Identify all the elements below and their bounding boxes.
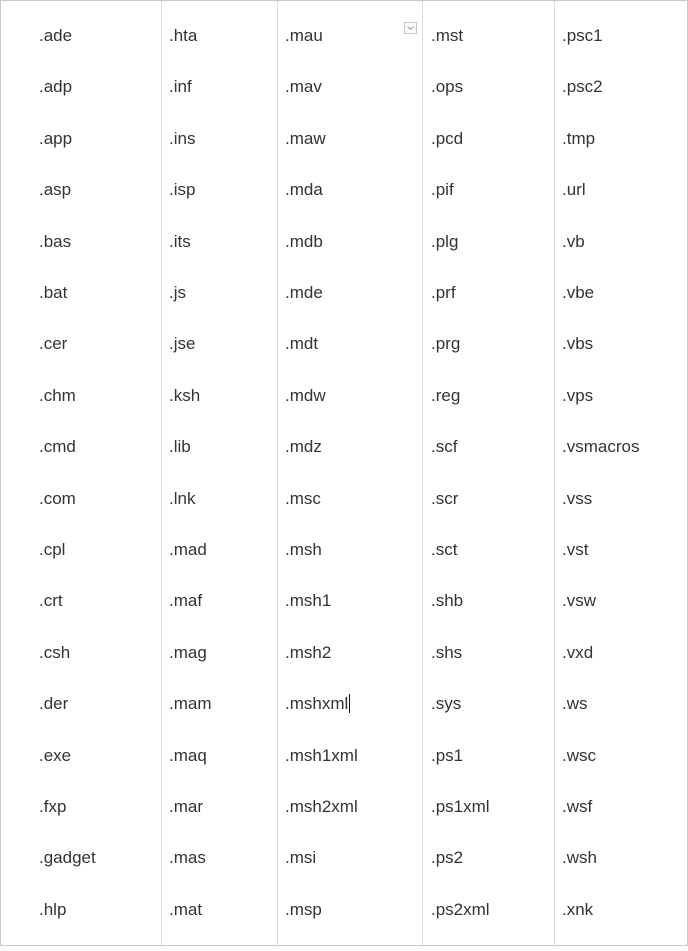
extension-label: .ops	[431, 77, 464, 97]
extension-cell[interactable]	[169, 26, 197, 77]
extension-label: .ade	[39, 26, 73, 45]
extension-label: .vps	[562, 385, 594, 405]
extension-cell[interactable]	[431, 797, 490, 848]
extension-label: .mdb	[285, 231, 323, 251]
extension-cell[interactable]	[169, 334, 195, 385]
extension-label: .vss	[562, 488, 593, 508]
extension-cell[interactable]	[169, 694, 212, 745]
extension-cell[interactable]	[562, 540, 588, 591]
extension-cell[interactable]	[39, 26, 72, 77]
extension-cell[interactable]	[562, 848, 597, 899]
extension-cell[interactable]	[285, 746, 358, 797]
extension-label: .mam	[169, 694, 212, 714]
extension-label: .msp	[285, 899, 322, 919]
extension-label: .lnk	[169, 488, 196, 508]
extension-cell[interactable]	[39, 848, 96, 899]
extension-cell[interactable]	[39, 643, 70, 694]
extension-label: .cer	[39, 334, 68, 354]
extension-label: .isp	[169, 180, 196, 200]
extension-label: .ps2	[431, 848, 464, 868]
extension-label: .mad	[169, 540, 207, 559]
extension-label: .mdz	[285, 437, 322, 457]
extension-label: .ps1xml	[431, 797, 490, 816]
column-divider-2	[277, 1, 278, 945]
extension-cell[interactable]	[431, 232, 458, 283]
extension-cell[interactable]	[39, 386, 76, 437]
extension-cell[interactable]	[431, 694, 461, 745]
extension-label: .vbe	[562, 283, 595, 302]
extension-label: .mdw	[285, 385, 326, 405]
extension-label: .maq	[169, 745, 207, 765]
extension-cell[interactable]	[169, 386, 200, 437]
extension-label: .maf	[169, 591, 203, 611]
extension-cell[interactable]	[285, 591, 331, 642]
chevron-down-icon[interactable]	[404, 22, 417, 34]
extension-cell[interactable]	[285, 694, 350, 745]
extension-cell[interactable]	[285, 26, 323, 77]
extension-cell[interactable]	[169, 900, 202, 951]
extension-cell[interactable]	[562, 900, 593, 951]
extension-cell[interactable]	[39, 437, 76, 488]
extension-cell[interactable]	[285, 848, 316, 899]
extension-cell[interactable]	[431, 746, 463, 797]
extension-label: .ins	[169, 128, 196, 148]
extension-cell[interactable]	[39, 797, 66, 848]
extension-label: .msc	[285, 488, 321, 508]
extension-label: .mde	[285, 283, 323, 302]
extension-cell[interactable]	[39, 232, 71, 283]
extension-cell[interactable]	[285, 797, 358, 848]
text-cursor-icon	[349, 694, 350, 713]
column-divider-4	[554, 1, 555, 945]
extension-label: .msh2xml	[285, 797, 358, 816]
extension-cell[interactable]	[285, 232, 323, 283]
extension-cell[interactable]	[39, 900, 66, 951]
column-divider-3	[422, 1, 423, 945]
extension-cell[interactable]	[431, 77, 463, 128]
extension-cell[interactable]	[169, 848, 206, 899]
extension-label: .msi	[285, 848, 317, 868]
extension-cell[interactable]	[562, 334, 593, 385]
extension-label: .scr	[431, 488, 459, 508]
extension-cell[interactable]	[562, 797, 592, 848]
extension-label: .adp	[39, 77, 73, 97]
extension-cell[interactable]	[169, 643, 207, 694]
extension-label: .pif	[431, 180, 454, 200]
extension-cell[interactable]	[431, 848, 463, 899]
extension-cell[interactable]	[431, 489, 458, 540]
extension-label: .cmd	[39, 437, 76, 457]
extension-cell[interactable]	[431, 540, 457, 591]
extension-cell[interactable]	[169, 437, 191, 488]
extension-label: .msh1	[285, 591, 332, 611]
extension-label: .vb	[562, 231, 585, 251]
extension-cell[interactable]	[285, 437, 322, 488]
extension-cell[interactable]	[431, 180, 454, 231]
extension-label: .bat	[39, 283, 68, 302]
extension-label: .prg	[431, 334, 461, 354]
extension-cell[interactable]	[39, 746, 71, 797]
extension-cell[interactable]	[431, 643, 462, 694]
extension-cell[interactable]	[562, 694, 588, 745]
extension-label: .plg	[431, 231, 459, 251]
extension-label: .psc2	[562, 77, 603, 97]
extension-label: .mat	[169, 899, 203, 919]
extension-label: .app	[39, 128, 73, 148]
extension-label: .csh	[39, 642, 71, 662]
extension-cell[interactable]	[285, 900, 322, 951]
extension-label: .ps2xml	[431, 899, 490, 919]
column-divider-1	[161, 1, 162, 945]
extension-label: .vst	[562, 540, 589, 559]
extension-cell[interactable]	[39, 129, 72, 180]
extension-cell[interactable]	[431, 386, 460, 437]
extension-cell[interactable]	[39, 334, 67, 385]
extension-cell[interactable]	[431, 437, 457, 488]
extension-cell[interactable]	[562, 437, 639, 488]
extension-cell[interactable]	[169, 591, 202, 642]
extension-cell[interactable]	[431, 591, 463, 642]
extension-cell[interactable]	[169, 540, 207, 591]
extension-label: .js	[169, 283, 186, 302]
extension-label: .mas	[169, 848, 206, 868]
extension-cell[interactable]	[39, 540, 65, 591]
extension-cell[interactable]	[562, 77, 603, 128]
extension-label: .msh1xml	[285, 745, 358, 765]
extension-cell[interactable]	[431, 129, 463, 180]
extension-cell[interactable]	[285, 129, 326, 180]
extension-cell[interactable]	[562, 26, 603, 77]
extension-label: .asp	[39, 180, 72, 200]
extension-label: .mshxml	[285, 694, 349, 714]
extension-cell[interactable]	[169, 232, 191, 283]
extension-cell[interactable]	[562, 283, 594, 334]
extension-label: .hlp	[39, 899, 67, 919]
extension-label: .ps1	[431, 745, 464, 765]
extension-cell[interactable]	[285, 643, 331, 694]
extension-label: .vbs	[562, 334, 594, 354]
extension-cell[interactable]	[39, 489, 76, 540]
extension-label: .ksh	[169, 385, 201, 405]
extension-label: .scf	[431, 437, 458, 457]
extension-label: .prf	[431, 283, 456, 302]
extension-label: .vxd	[562, 642, 594, 662]
extension-label: .msh	[285, 540, 322, 559]
extension-label: .mau	[285, 26, 323, 45]
extension-label: .inf	[169, 77, 192, 97]
extension-label: .mda	[285, 180, 323, 200]
extension-label: .ws	[562, 694, 588, 714]
extension-label: .exe	[39, 745, 72, 765]
extension-label: .shb	[431, 591, 464, 611]
extension-label: .jse	[169, 334, 196, 354]
extension-label: .com	[39, 488, 76, 508]
extension-label: .vsmacros	[562, 437, 640, 457]
extension-cell[interactable]	[431, 283, 456, 334]
extension-label: .shs	[431, 642, 463, 662]
extension-cell[interactable]	[431, 334, 460, 385]
extension-label: .cpl	[39, 540, 66, 559]
extension-cell[interactable]	[285, 540, 322, 591]
extension-cell[interactable]	[169, 797, 203, 848]
extension-label: .mdt	[285, 334, 319, 354]
extension-label: .its	[169, 231, 191, 251]
extension-cell[interactable]	[285, 77, 322, 128]
extension-cell[interactable]	[285, 489, 321, 540]
extension-cell[interactable]	[285, 334, 318, 385]
extension-label: .reg	[431, 385, 461, 405]
extension-label: .gadget	[39, 848, 96, 868]
extension-label: .chm	[39, 385, 76, 405]
extension-cell[interactable]	[39, 180, 71, 231]
extension-cell[interactable]	[562, 591, 596, 642]
extension-cell[interactable]	[431, 26, 463, 77]
extension-cell[interactable]	[39, 77, 72, 128]
extension-label: .hta	[169, 26, 198, 45]
extension-cell[interactable]	[562, 489, 592, 540]
extension-label: .tmp	[562, 128, 596, 148]
extension-label: .wsf	[562, 797, 593, 816]
extension-label: .pcd	[431, 128, 464, 148]
extension-cell[interactable]	[562, 129, 595, 180]
extension-label: .mag	[169, 642, 207, 662]
extension-label: .url	[562, 180, 586, 200]
extension-label: .psc1	[562, 26, 603, 45]
extension-cell[interactable]	[562, 232, 585, 283]
extension-label: .maw	[285, 128, 326, 148]
extension-cell[interactable]	[169, 283, 186, 334]
extension-cell[interactable]	[39, 283, 67, 334]
extension-label: .sct	[431, 540, 458, 559]
extension-cell[interactable]	[431, 900, 490, 951]
extension-cell[interactable]	[169, 746, 207, 797]
extension-cell[interactable]	[562, 643, 593, 694]
extension-cell[interactable]	[169, 489, 195, 540]
extension-cell[interactable]	[285, 386, 326, 437]
extension-label: .xnk	[562, 899, 594, 919]
extension-label: .sys	[431, 694, 462, 714]
extension-cell[interactable]	[562, 386, 593, 437]
extension-label: .vsw	[562, 591, 596, 611]
extension-label: .der	[39, 694, 69, 714]
extension-label: .mst	[431, 26, 464, 45]
extension-cell[interactable]	[169, 180, 195, 231]
extension-label: .bas	[39, 231, 72, 251]
extension-label: .mar	[169, 797, 203, 816]
extension-label: .wsc	[562, 745, 596, 765]
extension-label: .mav	[285, 77, 322, 97]
extension-label: .msh2	[285, 642, 332, 662]
extension-cell[interactable]	[169, 77, 192, 128]
extension-cell[interactable]	[562, 180, 586, 231]
extension-cell[interactable]	[285, 283, 323, 334]
extension-cell[interactable]	[39, 694, 68, 745]
extension-label: .lib	[169, 437, 191, 457]
extension-cell[interactable]	[39, 591, 63, 642]
extension-label: .crt	[39, 591, 63, 611]
extension-cell[interactable]	[562, 746, 596, 797]
extension-cell[interactable]	[169, 129, 195, 180]
extension-cell[interactable]	[285, 180, 323, 231]
extension-label: .wsh	[562, 848, 597, 868]
extension-label: .fxp	[39, 797, 67, 816]
